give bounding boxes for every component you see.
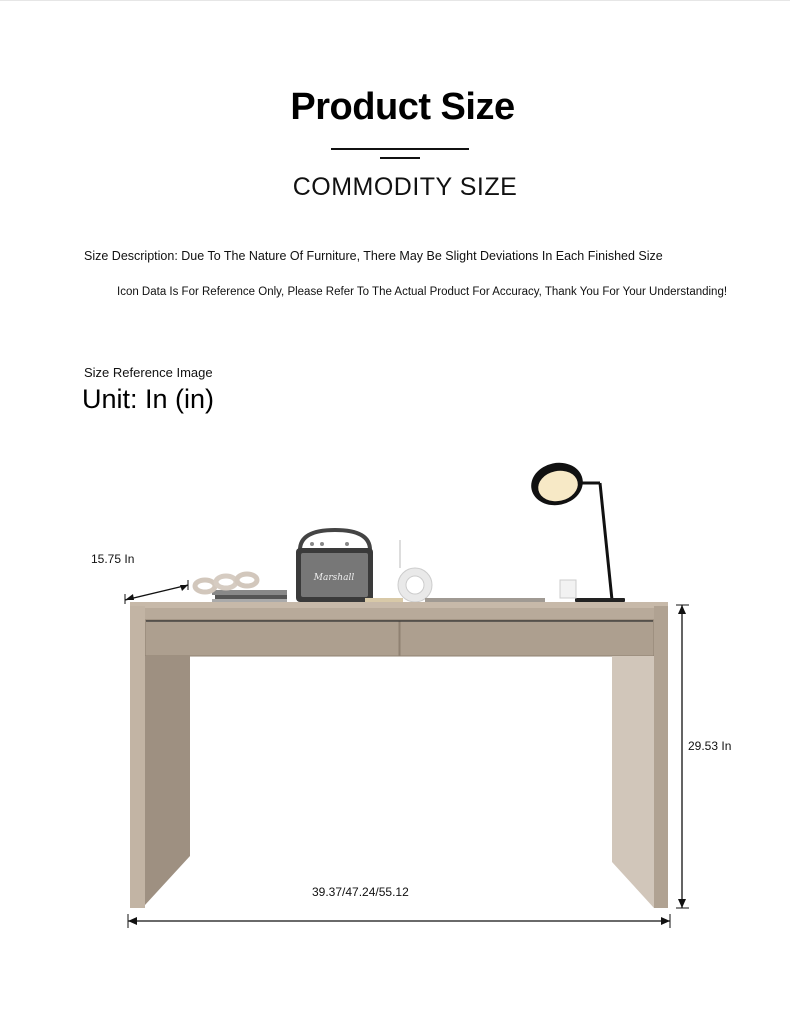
depth-dimension-line [125, 580, 188, 604]
unit-label: Unit: In (in) [82, 384, 215, 414]
height-dimension-label: 29.53 In [688, 739, 732, 753]
page-subtitle: COMMODITY SIZE [292, 173, 518, 201]
width-dimension-label: 39.37/47.24/55.12 [312, 885, 409, 899]
ring-ornament [398, 540, 432, 602]
desk [130, 602, 668, 908]
height-dimension-line [676, 605, 689, 908]
desk-accessories [365, 580, 576, 602]
books-and-chain [195, 574, 287, 602]
depth-dimension-label: 15.75 In [91, 552, 135, 566]
speaker [296, 530, 373, 602]
size-reference-label: Size Reference Image [84, 365, 213, 380]
size-description: Size Description: Due To The Nature Of Furniture, There May Be Slight Deviations In Each Finished Size [84, 249, 663, 263]
speaker-logo: Marshall [313, 573, 355, 583]
page-title: Product Size [290, 86, 515, 128]
reference-disclaimer: Icon Data Is For Reference Only, Please Refer To The Actual Product For Accuracy, Thank You For Your Understanding! [117, 286, 728, 298]
width-dimension-line [128, 914, 670, 928]
